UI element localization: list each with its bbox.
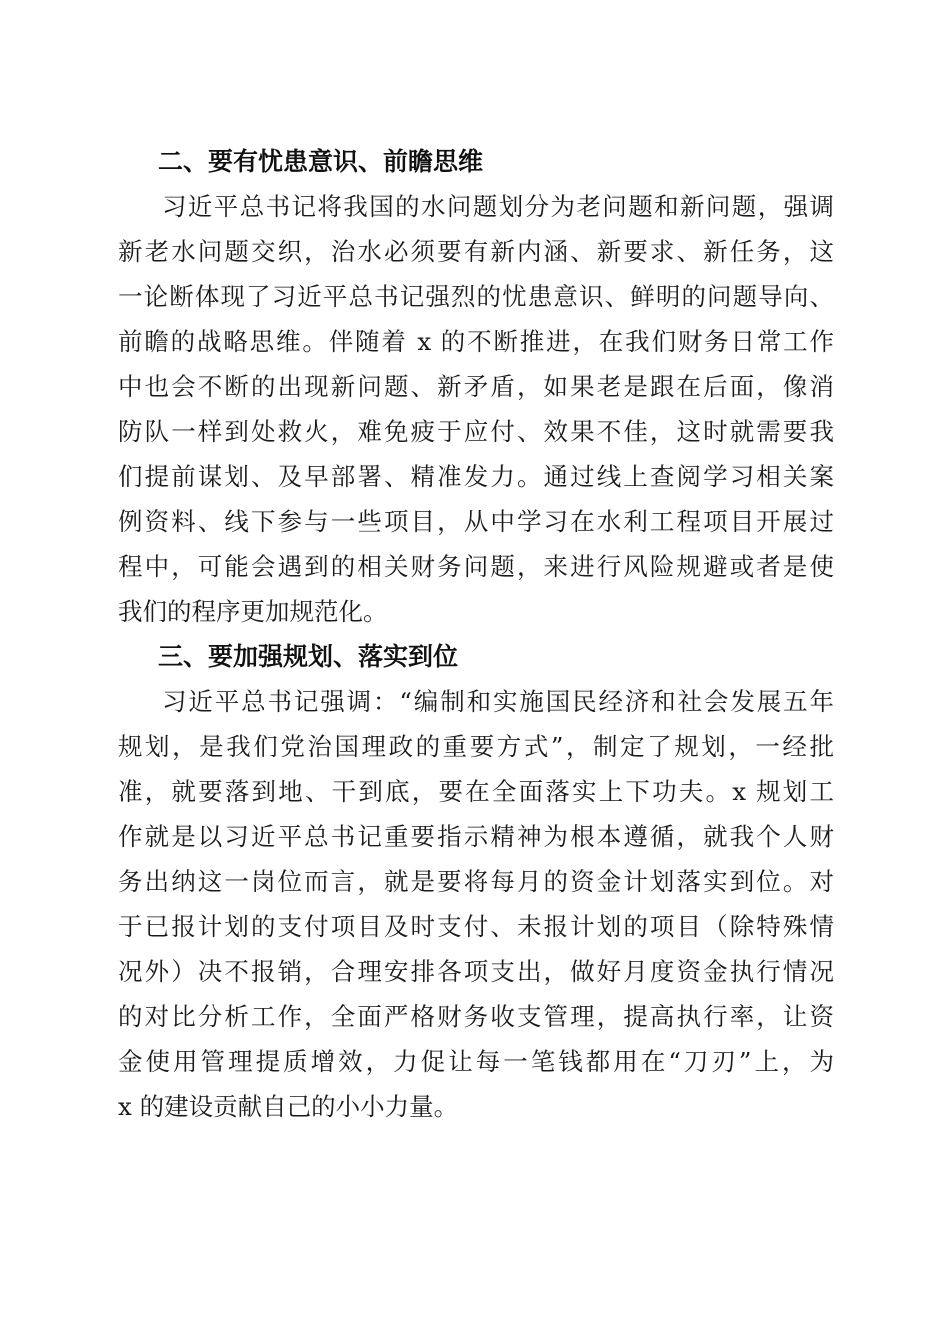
paragraph-line: 于已报计划的支付项目及时支付、未报计划的项目（除特殊情	[118, 912, 834, 941]
paragraph-line-last: x 的建设贡献自己的小小力量。	[118, 1092, 459, 1121]
paragraph-line: 程中，可能会遇到的相关财务问题，来进行风险规避或者是使	[118, 552, 834, 581]
paragraph-line: 一论断体现了习近平总书记强烈的忧患意识、鲜明的问题导向、	[118, 282, 834, 311]
paragraph-line: 新老水问题交织，治水必须要有新内涵、新要求、新任务，这	[118, 237, 834, 266]
document-body	[118, 139, 834, 1129]
section-heading-3: 三、要加强规划、落实到位	[158, 642, 459, 671]
paragraph-line: 们提前谋划、及早部署、精准发力。通过线上查阅学习相关案	[118, 462, 834, 491]
paragraph-line: 的对比分析工作，全面严格财务收支管理，提高执行率，让资	[118, 1002, 834, 1031]
paragraph-line: 例资料、线下参与一些项目，从中学习在水利工程项目开展过	[118, 507, 834, 536]
paragraph-line: 作就是以习近平总书记重要指示精神为根本遵循，就我个人财	[118, 822, 834, 851]
paragraph-line-last: 我们的程序更加规范化。	[118, 597, 388, 626]
paragraph-line: 规划，是我们党治国理政的重要方式”，制定了规划，一经批	[118, 732, 834, 761]
paragraph-line: 金使用管理提质增效，力促让每一笔钱都用在“刀刃”上，为	[118, 1047, 834, 1076]
paragraph-line: 防队一样到处救火，难免疲于应付、效果不佳，这时就需要我	[118, 417, 834, 446]
paragraph-line: 准，就要落到地、干到底，要在全面落实上下功夫。x 规划工	[118, 777, 834, 806]
paragraph-line: 中也会不断的出现新问题、新矛盾，如果老是跟在后面，像消	[118, 372, 834, 401]
paragraph-line: 习近平总书记强调：“编制和实施国民经济和社会发展五年	[162, 687, 834, 716]
paragraph-line: 前瞻的战略思维。伴随着 x 的不断推进，在我们财务日常工作	[118, 327, 834, 356]
paragraph-line: 务出纳这一岗位而言，就是要将每月的资金计划落实到位。对	[118, 867, 834, 896]
paragraph-line: 习近平总书记将我国的水问题划分为老问题和新问题，强调	[162, 192, 834, 221]
section-heading-2: 二、要有忧患意识、前瞻思维	[158, 147, 484, 176]
paragraph-line: 况外）决不报销，合理安排各项支出，做好月度资金执行情况	[118, 957, 834, 986]
